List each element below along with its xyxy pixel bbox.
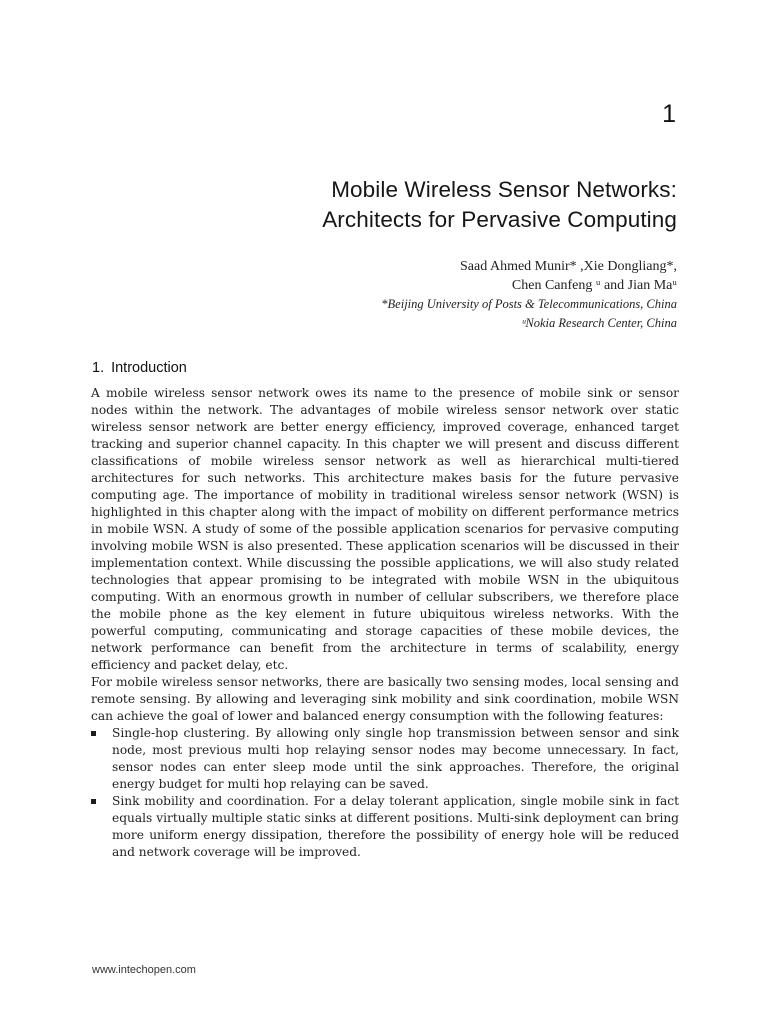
list-item <box>91 725 679 793</box>
footer-url: www.intechopen.com <box>92 964 196 976</box>
feature-list <box>91 725 679 861</box>
section-number: 1. <box>92 360 105 376</box>
list-item-text: Single-hop clustering. By allowing only single hop transmission between sensor and sink node, most previous multi hop relaying sensor nodes may become unnecessary. In fact, sensor nodes can enter sleep mode until the sink approaches. Therefore, the original energy budget for multi hop relaying can be saved. <box>112 726 679 791</box>
affiliation-2: ᵘNokia Research Center, China <box>521 316 677 330</box>
section-heading <box>92 360 187 376</box>
author-line-2: Chen Canfeng ᵘ and Jian Maᵘ <box>511 278 677 293</box>
author-block <box>381 257 677 333</box>
affiliation-1: *Beijing University of Posts & Telecommunications, China <box>381 297 677 311</box>
paragraph: For mobile wireless sensor networks, there are basically two sensing modes, local sensing and remote sensing. By allowing and leveraging sink mobility and sink coordination, mobile WSN can achieve the goal of lower and balanced energy consumption with the following features: <box>91 675 679 723</box>
section-title: Introduction <box>111 360 187 376</box>
list-item <box>91 793 679 861</box>
chapter-title-line-1: Mobile Wireless Sensor Networks: <box>331 177 677 202</box>
author-line-1: Saad Ahmed Munir* ,Xie Dongliang*, <box>460 259 677 274</box>
square-bullet-icon <box>91 731 96 736</box>
square-bullet-icon <box>91 799 96 804</box>
paragraph: A mobile wireless sensor network owes its name to the presence of mobile sink or sensor nodes within the network. The advantages of mobile wireless sensor network over static wireless sensor network are better energy efficiency, improved coverage, enhanced target tracking and superior channel capacity. In this chapter we will present and discuss different classifications of mobile wireless sensor network as well as hierarchical multi-tiered architectures for such networks. This architecture makes basis for the future pervasive computing age. The importance of mobility in traditional wireless sensor network (WSN) is highlighted in this chapter along with the impact of mobility on different performance metrics in mobile WSN. A study of some of the possible application scenarios for pervasive computing involving mobile WSN is also presented. These application scenarios will be discussed in their implementation context. While discussing the possible applications, we will also study related technologies that appear promising to be integrated with mobile WSN in the ubiquitous computing. With an enormous growth in number of cellular subscribers, we therefore place the mobile phone as the key element in future ubiquitous wireless networks. With the powerful computing, communicating and storage capacities of these mobile devices, the network performance can benefit from the architecture in terms of scalability, energy efficiency and packet delay, etc. <box>91 386 679 672</box>
list-item-text: Sink mobility and coordination. For a delay tolerant application, single mobile sink in fact equals virtually multiple static sinks at different positions. Multi-sink deployment can bring more uniform energy dissipation, therefore the possibility of energy hole will be reduced and network coverage will be improved. <box>112 794 679 859</box>
body-text <box>91 385 679 861</box>
chapter-title-line-2: Architects for Pervasive Computing <box>322 207 677 232</box>
chapter-number: 1 <box>662 100 676 128</box>
chapter-title <box>322 175 677 235</box>
